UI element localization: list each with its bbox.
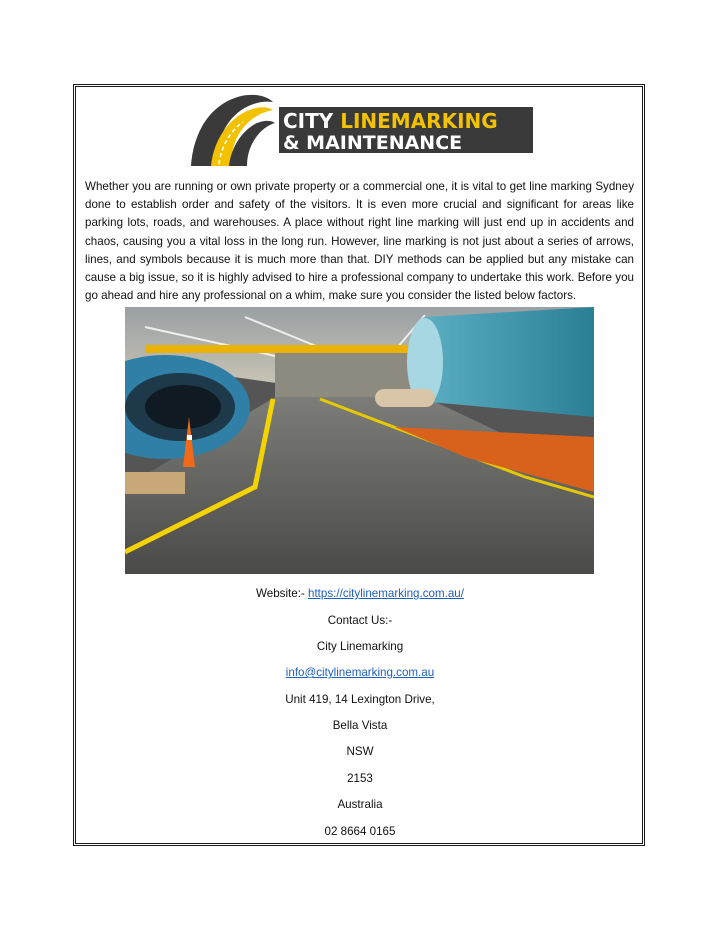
website-line xyxy=(80,587,640,601)
warehouse-photo xyxy=(125,307,594,574)
postcode: 2153 xyxy=(347,772,373,785)
logo-word-linemarking: LINEMARKING xyxy=(340,109,498,133)
road-swirl-icon xyxy=(191,95,275,166)
logo-word-maintenance: & MAINTENANCE xyxy=(283,132,463,154)
website-link[interactable]: https://citylinemarking.com.au/ xyxy=(308,587,464,600)
svg-text:CITY LINEMARKING xyxy=(283,109,498,133)
logo-word-city: CITY xyxy=(283,109,341,133)
company-name: City Linemarking xyxy=(316,640,404,653)
intro-paragraph: Whether you are running or own private property or a commercial one, it is vital to get line marking Sydney done to establish order and safety of the visitors. It is even more crucial and significant for areas like parking lots, roads, and warehouses. A place without right line marking will just end up in accidents and chaos, causing you a vital loss in the long run. However, line marking is not just about a series of arrows, lines, and symbols because it is much more than that. DIY methods can be applied but any mistake can cause a big issue, so it is highly advised to hire a professional company to undertake this work. Before you go ahead and hire any professional on a whim, make sure you consider the listed below factors. xyxy=(85,180,634,303)
country: Australia xyxy=(337,798,383,811)
email-link[interactable]: info@citylinemarking.com.au xyxy=(285,666,435,679)
contact-label: Contact Us:- xyxy=(327,614,393,627)
address-line: Unit 419, 14 Lexington Drive, xyxy=(285,693,435,706)
email-line xyxy=(80,666,640,680)
website-label: Website:- xyxy=(256,587,309,600)
phone: 02 8664 0165 xyxy=(324,825,396,838)
company-logo xyxy=(185,90,533,168)
state: NSW xyxy=(346,745,374,758)
suburb: Bella Vista xyxy=(332,719,388,732)
